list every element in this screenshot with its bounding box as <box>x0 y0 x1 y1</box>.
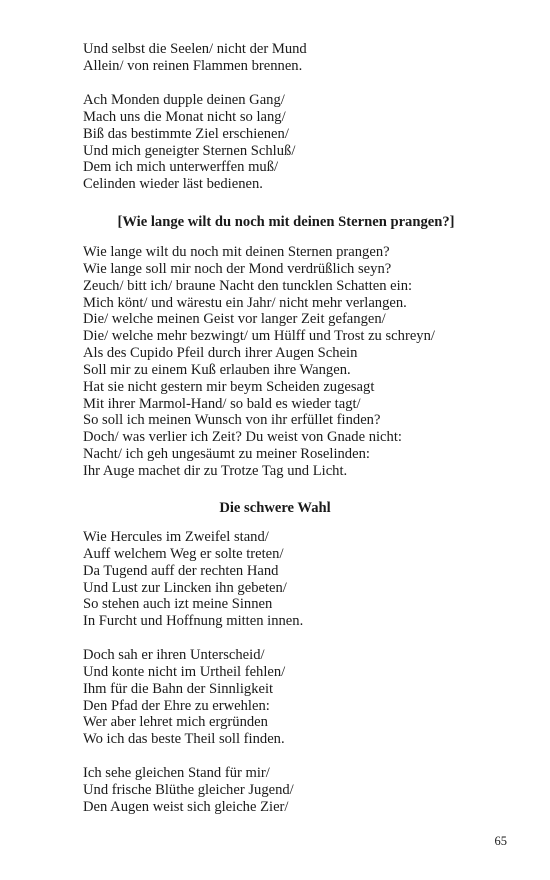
verse-line: So soll ich meinen Wunsch von ihr erfüllet finden? <box>83 412 381 429</box>
verse-line: So stehen auch izt meine Sinnen <box>83 596 273 613</box>
verse-line: Dem ich mich unterwerffen muß/ <box>83 159 279 176</box>
verse-line: Celinden wieder läst bedienen. <box>83 176 263 193</box>
verse-line: Da Tugend auff der rechten Hand <box>83 562 279 579</box>
verse-line: Mich könt/ und wärestu ein Jahr/ nicht mehr verlangen. <box>83 294 407 311</box>
verse-line: Den Pfad der Ehre zu erwehlen: <box>83 697 270 714</box>
verse-line: Wer aber lehret mich ergründen <box>83 714 268 731</box>
verse-line: Und mich geneigter Sternen Schluß/ <box>83 142 296 159</box>
verse-line: Zeuch/ bitt ich/ braune Nacht den tuncklen Schatten ein: <box>83 277 413 294</box>
sonnet-body <box>83 244 435 480</box>
verse-line: Den Augen weist sich gleiche Zier/ <box>83 798 289 815</box>
verse-line: Und selbst die Seelen/ nicht der Mund <box>83 41 307 57</box>
verse-line: Ihr Auge machet dir zu Trotze Tag und Licht. <box>83 462 348 479</box>
verse-line: Allein/ von reinen Flammen brennen. <box>83 57 303 74</box>
verse-line: Und Lust zur Lincken ihn gebeten/ <box>83 579 287 596</box>
verse-line: Die/ welche mehr bezwingt/ um Hülff und Trost zu schreyn/ <box>83 328 435 345</box>
verse-line: Wie lange soll mir noch der Mond verdrüßlich seyn? <box>83 260 392 277</box>
stanza-wahl-1 <box>83 529 303 630</box>
verse-line: Doch/ was verlier ich Zeit? Du weist von Gnade nicht: <box>83 429 402 446</box>
verse-line: Wo ich das beste Theil soll finden. <box>83 731 285 748</box>
stanza-continued-1 <box>83 41 307 75</box>
poem-title-schwere-wahl: Die schwere Wahl <box>219 500 331 516</box>
verse-line: Und frische Blüthe gleicher Jugend/ <box>83 781 294 798</box>
verse-line: Biß das bestimmte Ziel erschienen/ <box>83 125 289 142</box>
verse-line: Mit ihrer Marmol-Hand/ so bald es wieder tagt/ <box>83 395 361 412</box>
verse-line: Wie Hercules im Zweifel stand/ <box>83 529 269 545</box>
verse-line: Nacht/ ich geh ungesäumt zu meiner Roselinden: <box>83 446 370 463</box>
verse-line: Ach Monden dupple deinen Gang/ <box>83 92 285 108</box>
stanza-continued-2 <box>83 92 295 193</box>
verse-line: Soll mir zu einem Kuß erlauben ihre Wangen. <box>83 361 351 378</box>
verse-line: Ihm für die Bahn der Sinnligkeit <box>83 680 274 697</box>
verse-line: Auff welchem Weg er solte treten/ <box>83 545 284 562</box>
verse-line: Hat sie nicht gestern mir beym Scheiden zugesagt <box>83 378 375 395</box>
poem-title-wie-lange: [Wie lange wilt du noch mit deinen Sternen prangen?] <box>117 214 455 230</box>
verse-line: Mach uns die Monat nicht so lang/ <box>83 108 286 125</box>
verse-line: Und konte nicht im Urtheil fehlen/ <box>83 663 286 680</box>
verse-line: Die/ welche meinen Geist vor langer Zeit gefangen/ <box>83 311 386 328</box>
verse-line: Wie lange wilt du noch mit deinen Sternen prangen? <box>83 244 390 260</box>
verse-line: In Furcht und Hoffnung mitten innen. <box>83 613 304 630</box>
verse-line: Doch sah er ihren Unterscheid/ <box>83 647 265 663</box>
verse-line: Ich sehe gleichen Stand für mir/ <box>83 765 270 781</box>
page-number: 65 <box>494 834 507 848</box>
verse-line: Als des Cupido Pfeil durch ihrer Augen Schein <box>83 345 358 362</box>
stanza-wahl-3 <box>83 765 294 816</box>
stanza-wahl-2 <box>83 647 285 748</box>
